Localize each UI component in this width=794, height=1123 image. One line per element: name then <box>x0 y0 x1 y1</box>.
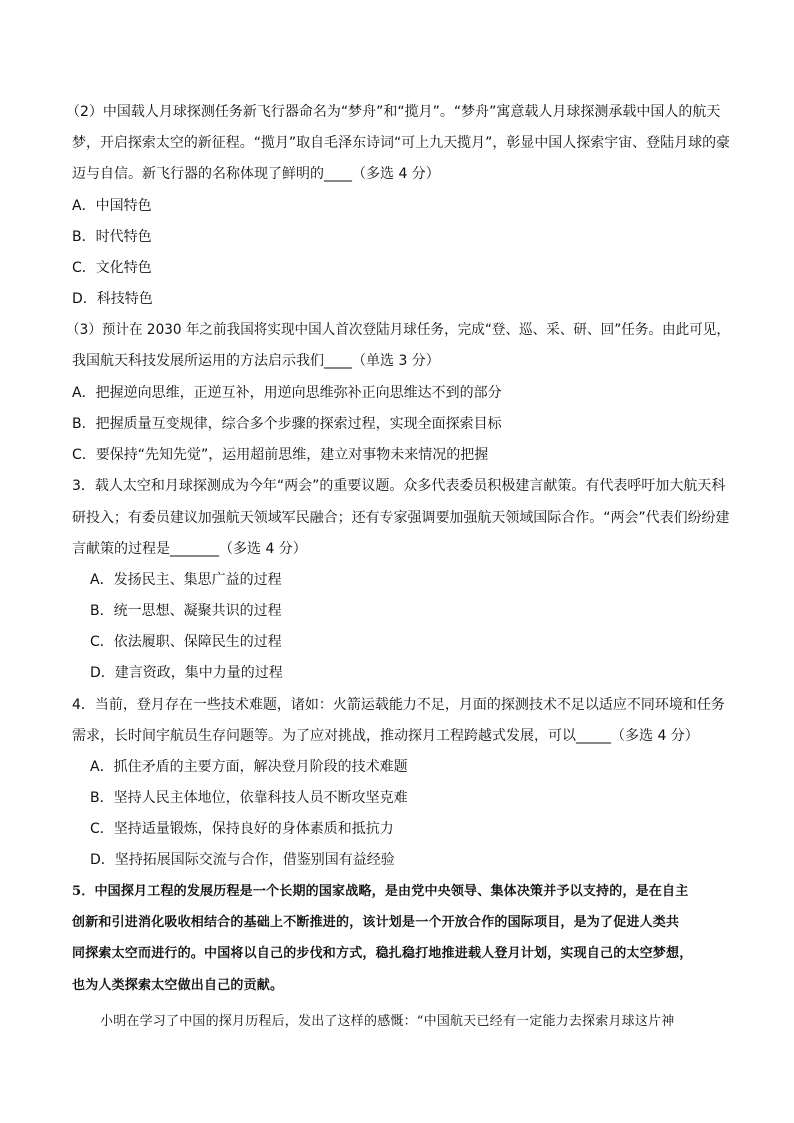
q3sub-stem-line-2: 我国航天科技发展所运用的方法启示我们____（单选 3 分） <box>72 353 440 369</box>
q5-stem-line-3: 同探索太空而进行的。中国将以自己的步伐和方式，稳扎稳打地推进载人登月计划，实现自己的太空梦想， <box>72 946 693 961</box>
q3sub-option-a: A．把握逆向思维，正逆互补，用逆向思维弥补正向思维达不到的部分 <box>72 385 502 401</box>
q3-option-a: A．发扬民主、集思广益的过程 <box>90 572 282 588</box>
q4-stem-line-2: 需求，长时间宇航员生存问题等。为了应对挑战，推动探月工程跨越式发展，可以_____（多选 4 分） <box>72 728 699 744</box>
q3-option-b: B．统一思想、凝聚共识的过程 <box>90 603 282 619</box>
q2-stem-line-1: （2）中国载人月球探测任务新飞行器命名为“梦舟”和“揽月”。“梦舟”寓意载人月球探测承载中国人的航天 <box>66 104 721 120</box>
q3-option-c: C．依法履职、保障民生的过程 <box>90 634 282 650</box>
q2-stem-line-3: 迈与自信。新飞行器的名称体现了鲜明的____（多选 4 分） <box>72 166 440 182</box>
q3-stem-line-1: 3．载人太空和月球探测成为今年“两会”的重要议题。众多代表委员积极建言献策。有代表呼吁加大航天科 <box>72 478 726 494</box>
q3sub-option-b: B．把握质量互变规律，综合多个步骤的探索过程，实现全面探索目标 <box>72 416 502 432</box>
q2-option-b: B．时代特色 <box>72 229 152 245</box>
q4-option-a: A．抓住矛盾的主要方面，解决登月阶段的技术难题 <box>90 759 408 775</box>
q4-option-d: D．坚持拓展国际交流与合作，借鉴别国有益经验 <box>90 852 395 868</box>
q3sub-option-c: C．要保持“先知先觉”，运用超前思维，建立对事物未来情况的把握 <box>72 447 489 463</box>
q2-option-c: C．文化特色 <box>72 260 152 276</box>
q3sub-stem-line-1: （3）预计在 2030 年之前我国将实现中国人首次登陆月球任务，完成“登、巡、采、研、回”任务。由此可见， <box>66 322 730 338</box>
q2-option-a: A．中国特色 <box>72 198 152 214</box>
q3-stem-line-2: 研投入；有委员建议加强航天领域军民融合；还有专家强调要加强航天领域国际合作。“两会”代表们纷纷建 <box>72 510 730 526</box>
q5-paragraph: 小明在学习了中国的探月历程后，发出了这样的感慨：“中国航天已经有一定能力去探索月球这片神 <box>100 1014 675 1029</box>
q4-option-b: B．坚持人民主体地位，依靠科技人员不断攻坚克难 <box>90 790 408 806</box>
q3-option-d: D．建言资政，集中力量的过程 <box>90 665 283 681</box>
q4-stem-line-1: 4．当前，登月存在一些技术难题，诸如：火箭运载能力不足，月面的探测技术不足以适应不同环境和任务 <box>72 697 725 713</box>
q5-stem-line-2: 创新和引进消化吸收相结合的基础上不断推进的，该计划是一个开放合作的国际项目，是为了促进人类共 <box>72 915 680 930</box>
q2-stem-line-2: 梦，开启探索太空的新征程。“揽月”取自毛泽东诗词“可上九天揽月”，彰显中国人探索宇宙、登陆月球的豪 <box>72 135 731 151</box>
q5-stem-line-1: 5．中国探月工程的发展历程是一个长期的国家战略，是由党中央领导、集体决策并予以支持的，是在自主 <box>72 884 689 899</box>
q3-stem-line-3: 言献策的过程是_______（多选 4 分） <box>72 541 307 557</box>
q4-option-c: C．坚持适量锻炼，保持良好的身体素质和抵抗力 <box>90 821 394 837</box>
q5-stem-line-4: 也为人类探索太空做出自己的贡献。 <box>72 978 284 993</box>
q2-option-d: D．科技特色 <box>72 291 153 307</box>
